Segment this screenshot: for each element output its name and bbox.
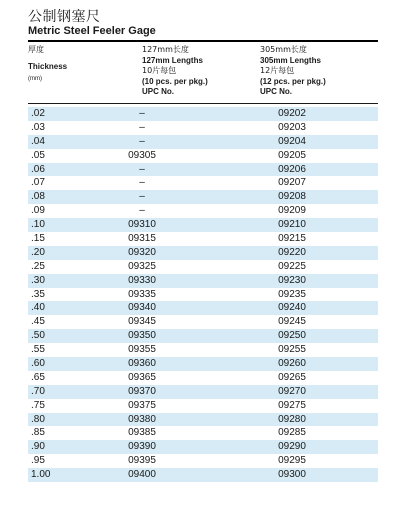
- upc-305-cell: 09206: [278, 163, 306, 175]
- upc-127-cell: 09310: [128, 219, 156, 231]
- upc-305-cell: 09215: [278, 233, 306, 245]
- thickness-cell: .55: [31, 344, 45, 356]
- upc-127-cell: –: [139, 135, 145, 147]
- upc-305-cell: 09210: [278, 219, 306, 231]
- thickness-header-cn: 厚度: [28, 45, 44, 54]
- upc-305-cell: 09240: [278, 302, 306, 314]
- upc-127-cell: 09365: [128, 371, 156, 383]
- thickness-cell: .85: [31, 427, 45, 439]
- upc-305-cell: 09207: [278, 177, 306, 189]
- table-row: [28, 399, 378, 413]
- table-row: [28, 163, 378, 177]
- thickness-cell: .65: [31, 371, 45, 383]
- thickness-cell: .60: [31, 358, 45, 370]
- upc-127-cell: –: [139, 177, 145, 189]
- table-row: [28, 426, 378, 440]
- upc-127-header: UPC No.: [142, 87, 174, 96]
- upc-127-cell: 09400: [128, 469, 156, 481]
- table-row: [28, 288, 378, 302]
- table-row: [28, 357, 378, 371]
- upc-127-cell: 09305: [128, 149, 156, 161]
- table-row: [28, 260, 378, 274]
- upc-305-cell: 09270: [278, 385, 306, 397]
- upc-305-cell: 09245: [278, 316, 306, 328]
- length-127-header-en: 127mm Lengths: [142, 55, 203, 65]
- table-row: [28, 121, 378, 135]
- upc-127-cell: 09320: [128, 246, 156, 258]
- thickness-cell: .08: [31, 191, 45, 203]
- upc-127-cell: 09360: [128, 358, 156, 370]
- upc-127-cell: –: [139, 163, 145, 175]
- thickness-column-header: [28, 45, 67, 85]
- thickness-cell: .80: [31, 413, 45, 425]
- pack-12-header-cn: 12片每包: [260, 66, 295, 75]
- upc-305-cell: 09300: [278, 469, 306, 481]
- upc-127-cell: 09355: [128, 344, 156, 356]
- table-row: [28, 218, 378, 232]
- upc-127-cell: 09350: [128, 330, 156, 342]
- upc-127-cell: –: [139, 191, 145, 203]
- thickness-cell: .10: [31, 219, 45, 231]
- thickness-cell: .09: [31, 205, 45, 217]
- thickness-header-unit: (mm): [28, 76, 42, 82]
- table-row: [28, 232, 378, 246]
- upc-305-cell: 09290: [278, 441, 306, 453]
- thickness-cell: .75: [31, 399, 45, 411]
- upc-305-cell: 09285: [278, 427, 306, 439]
- thickness-cell: .04: [31, 135, 45, 147]
- upc-127-cell: 09315: [128, 233, 156, 245]
- table-row: [28, 204, 378, 218]
- table-row: [28, 190, 378, 204]
- title-divider: [28, 40, 378, 42]
- thickness-cell: .35: [31, 288, 45, 300]
- table-row: [28, 176, 378, 190]
- table-row: [28, 135, 378, 149]
- upc-305-cell: 09220: [278, 246, 306, 258]
- thickness-cell: .25: [31, 260, 45, 272]
- thickness-cell: 1.00: [31, 469, 51, 481]
- page-title-chinese: 公制钢塞尺: [28, 9, 101, 25]
- thickness-cell: .70: [31, 385, 45, 397]
- thickness-cell: .20: [31, 246, 45, 258]
- upc-127-cell: 09325: [128, 260, 156, 272]
- upc-127-cell: 09385: [128, 427, 156, 439]
- thickness-cell: .15: [31, 233, 45, 245]
- table-row: [28, 468, 378, 482]
- thickness-cell: .40: [31, 302, 45, 314]
- length-305-header-cn: 305mm长度: [260, 45, 307, 54]
- thickness-cell: .90: [31, 441, 45, 453]
- upc-305-cell: 09202: [278, 108, 306, 119]
- upc-127-cell: 09395: [128, 455, 156, 467]
- table-row: [28, 301, 378, 315]
- upc-305-cell: 09208: [278, 191, 306, 203]
- upc-305-cell: 09260: [278, 358, 306, 370]
- upc-305-cell: 09204: [278, 135, 306, 147]
- thickness-cell: .05: [31, 149, 45, 161]
- pack-10-header-en: (10 pcs. per pkg.): [142, 76, 208, 86]
- table-row: [28, 343, 378, 357]
- upc-305-cell: 09225: [278, 260, 306, 272]
- upc-127-cell: 09375: [128, 399, 156, 411]
- upc-305-cell: 09209: [278, 205, 306, 217]
- thickness-cell: .06: [31, 163, 45, 175]
- thickness-cell: .50: [31, 330, 45, 342]
- pack-12-header-en: (12 pcs. per pkg.): [260, 76, 326, 86]
- upc-127-cell: 09330: [128, 274, 156, 286]
- upc-305-cell: 09203: [278, 121, 306, 133]
- length-305-column-header: [260, 45, 326, 98]
- table-row: [28, 107, 378, 121]
- table-row: [28, 329, 378, 343]
- upc-127-cell: 09345: [128, 316, 156, 328]
- pack-10-header-cn: 10片每包: [142, 66, 177, 75]
- thickness-header-en: Thickness: [28, 61, 68, 71]
- thickness-cell: .02: [31, 108, 45, 119]
- upc-305-cell: 09265: [278, 371, 306, 383]
- length-127-header-cn: 127mm长度: [142, 45, 189, 54]
- table-row: [28, 385, 378, 399]
- table-row: [28, 413, 378, 427]
- thickness-cell: .95: [31, 455, 45, 467]
- upc-127-cell: –: [139, 205, 145, 217]
- upc-127-cell: 09335: [128, 288, 156, 300]
- upc-305-cell: 09280: [278, 413, 306, 425]
- table-row: [28, 315, 378, 329]
- upc-127-cell: –: [139, 121, 145, 133]
- upc-305-cell: 09275: [278, 399, 306, 411]
- thickness-cell: .45: [31, 316, 45, 328]
- table-row: [28, 454, 378, 468]
- upc-305-cell: 09250: [278, 330, 306, 342]
- upc-305-header: UPC No.: [260, 87, 292, 96]
- length-305-header-en: 305mm Lengths: [260, 55, 321, 65]
- table-row: [28, 371, 378, 385]
- upc-305-cell: 09295: [278, 455, 306, 467]
- table-row: [28, 274, 378, 288]
- table-row: [28, 246, 378, 260]
- table-row: [28, 149, 378, 163]
- page-title: Metric Steel Feeler Gage: [28, 25, 156, 37]
- upc-305-cell: 09205: [278, 149, 306, 161]
- length-127-column-header: [142, 45, 208, 98]
- thickness-cell: .30: [31, 274, 45, 286]
- upc-127-cell: 09380: [128, 413, 156, 425]
- upc-305-cell: 09235: [278, 288, 306, 300]
- table-row: [28, 440, 378, 454]
- upc-305-cell: 09255: [278, 344, 306, 356]
- upc-127-cell: 09390: [128, 441, 156, 453]
- feeler-gage-table: [28, 107, 378, 482]
- thickness-cell: .07: [31, 177, 45, 189]
- header-divider: [28, 103, 378, 104]
- upc-305-cell: 09230: [278, 274, 306, 286]
- upc-127-cell: –: [139, 108, 145, 119]
- thickness-cell: .03: [31, 121, 45, 133]
- upc-127-cell: 09370: [128, 385, 156, 397]
- upc-127-cell: 09340: [128, 302, 156, 314]
